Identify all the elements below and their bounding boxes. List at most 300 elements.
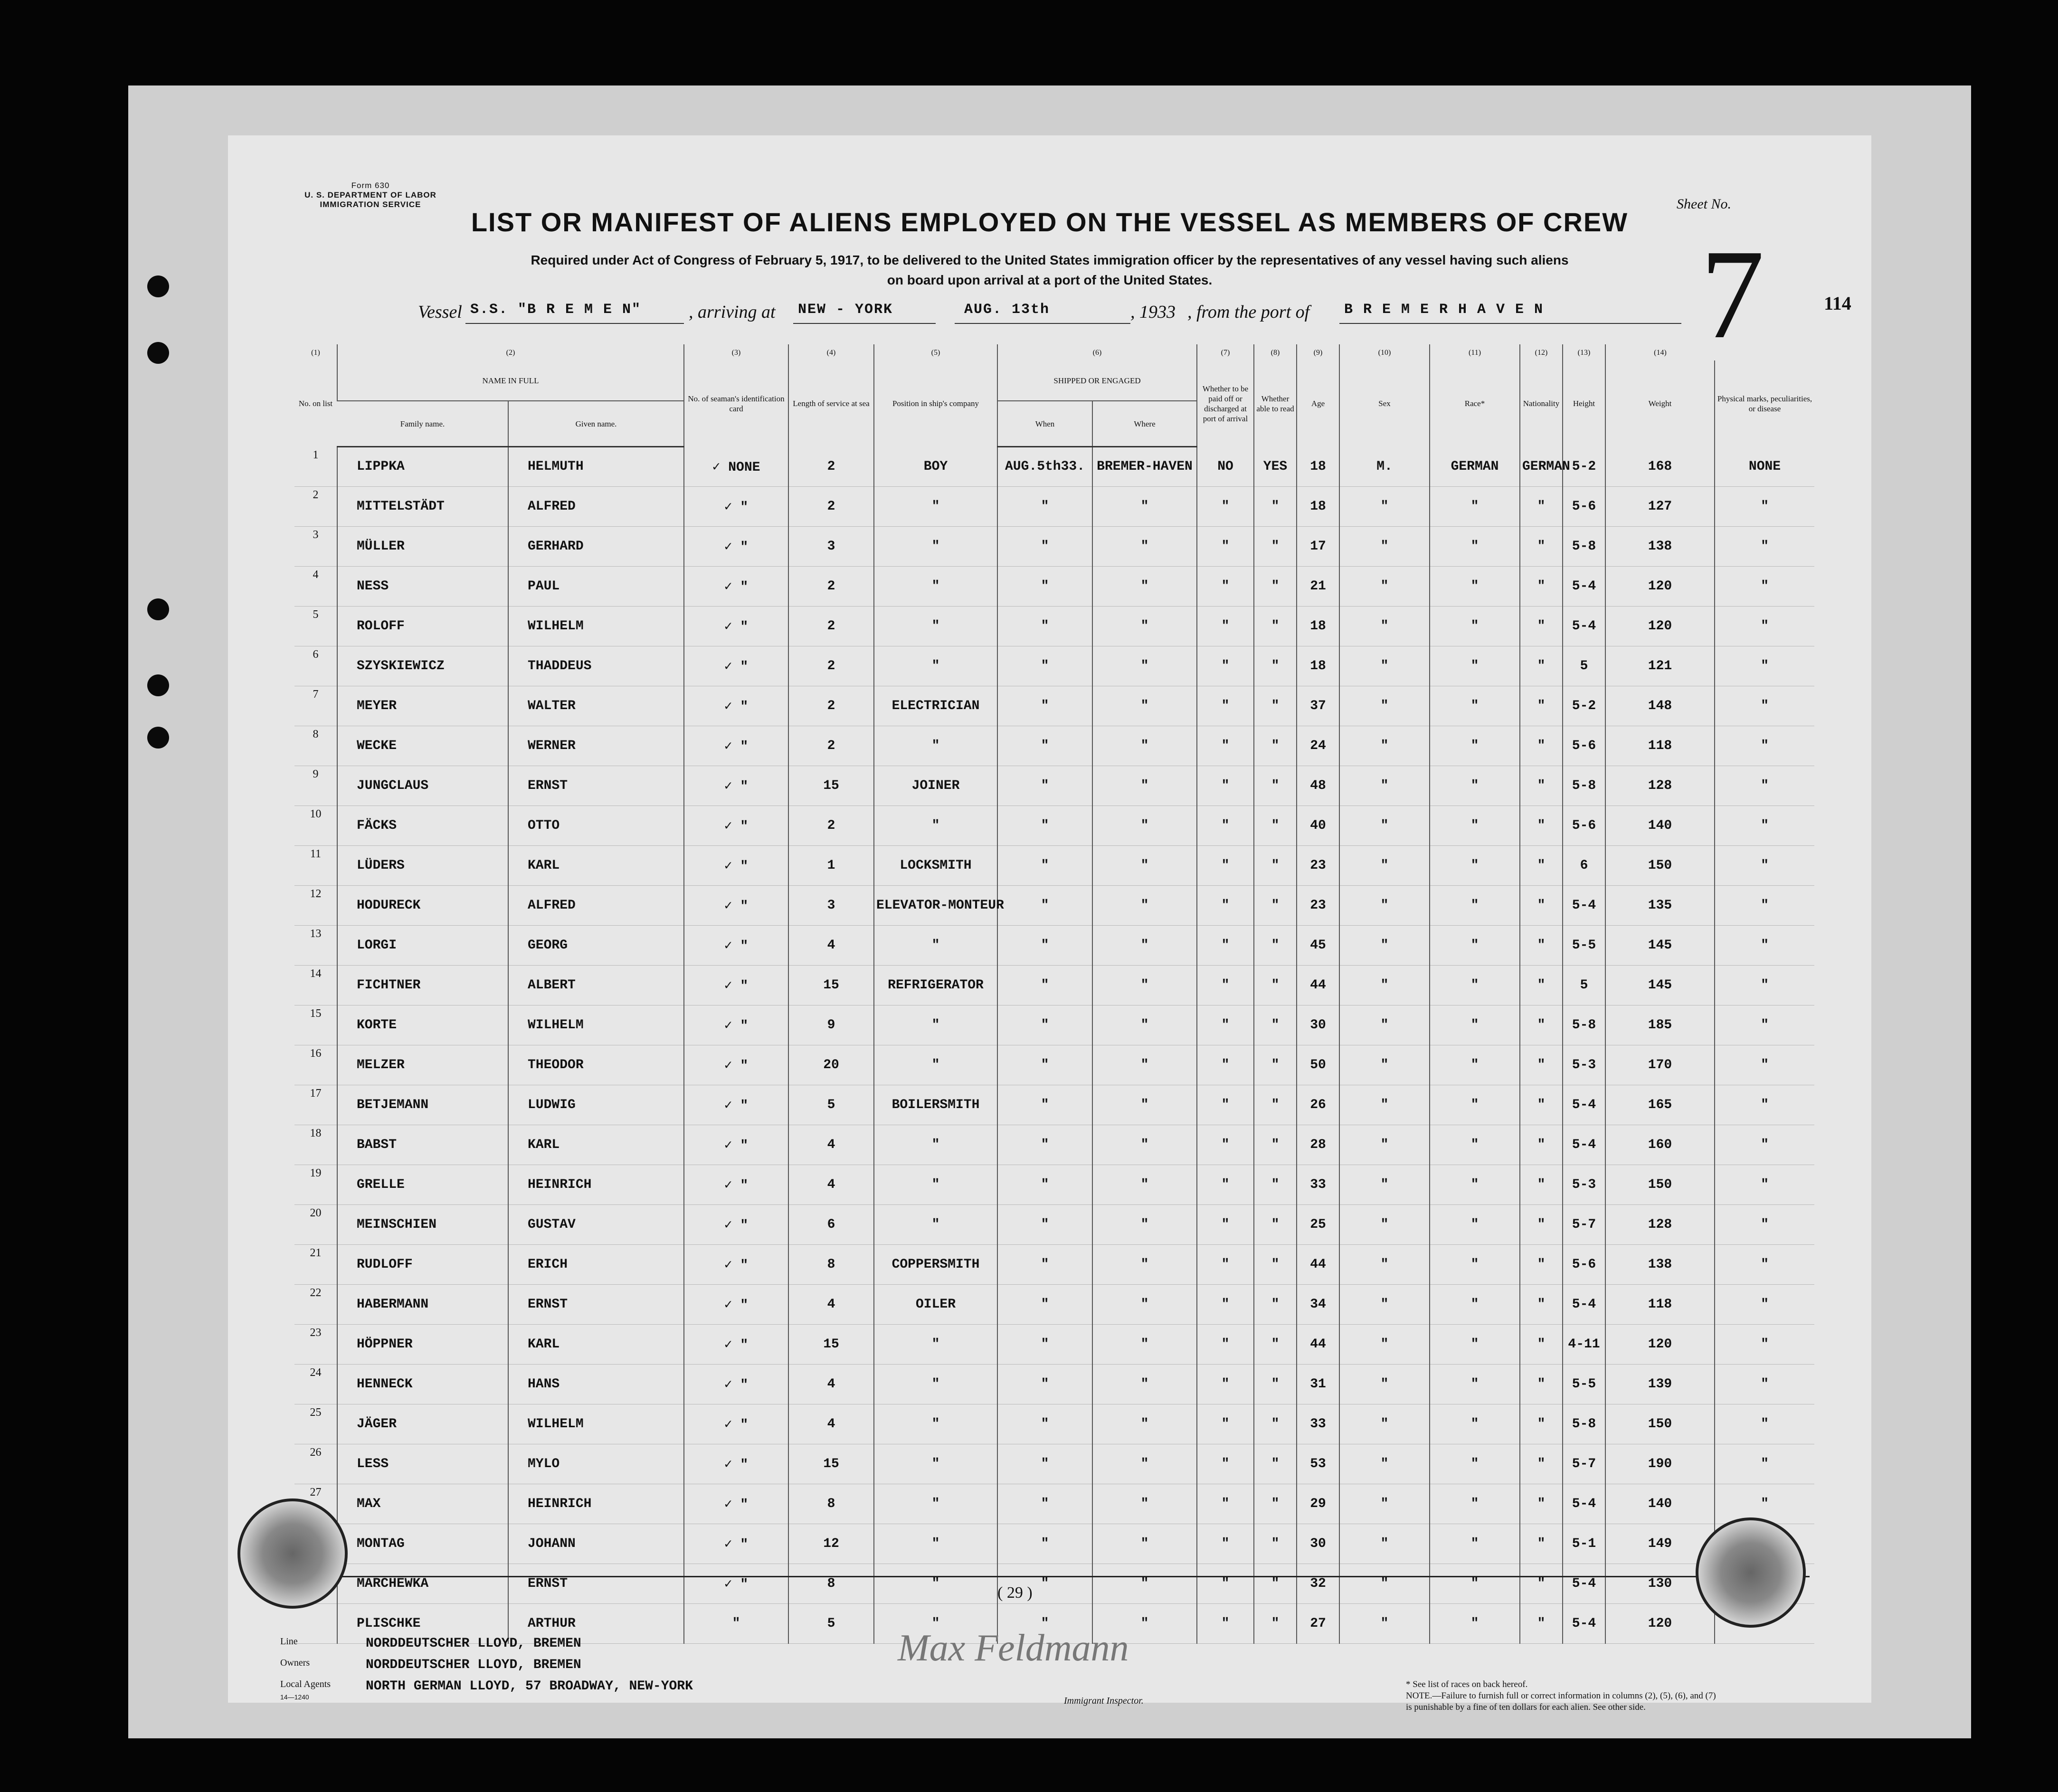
crew-table-body <box>294 447 1814 1644</box>
cell-marks: " <box>1715 686 1814 726</box>
cell-family: FÄCKS <box>337 806 508 845</box>
cell-no: 25 <box>294 1404 337 1444</box>
owners-value: NORDDEUTSCHER LLOYD, BREMEN <box>366 1658 581 1672</box>
cell-card: ✓ " <box>684 686 788 726</box>
cell-age: 34 <box>1297 1284 1339 1324</box>
table-row <box>294 845 1814 885</box>
cell-paid: " <box>1197 1085 1254 1125</box>
col-nationality: Nationality <box>1520 360 1563 447</box>
cell-given: GEORG <box>508 925 684 965</box>
cell-service: 15 <box>788 1444 874 1484</box>
cell-no: 14 <box>294 965 337 1005</box>
cell-card: ✓ " <box>684 726 788 766</box>
cell-where: BREMER-HAVEN <box>1092 447 1197 487</box>
cell-position: " <box>874 1603 997 1643</box>
cell-given: OTTO <box>508 806 684 845</box>
cell-nat: " <box>1520 646 1563 686</box>
cell-no: 17 <box>294 1085 337 1125</box>
form-code: 14—1240 <box>280 1693 309 1701</box>
cell-weight: 190 <box>1605 1444 1715 1484</box>
consulate-seal-right <box>1696 1517 1806 1628</box>
cell-where: " <box>1092 1404 1197 1444</box>
cell-height: 5 <box>1563 965 1605 1005</box>
cell-when: " <box>997 526 1092 566</box>
cell-nat: " <box>1520 686 1563 726</box>
cell-sex: " <box>1339 1204 1430 1244</box>
cell-family: JÄGER <box>337 1404 508 1444</box>
cell-nat: GERMAN <box>1520 447 1563 487</box>
col-no-on-list: No. on list <box>298 399 333 408</box>
col-age: Age <box>1297 360 1339 447</box>
cell-nat: " <box>1520 1603 1563 1643</box>
cell-family: MONTAG <box>337 1524 508 1564</box>
cell-weight: 118 <box>1605 726 1715 766</box>
cell-when: " <box>997 1284 1092 1324</box>
cell-marks: " <box>1715 726 1814 766</box>
cell-marks: " <box>1715 1165 1814 1204</box>
cell-read: " <box>1254 1524 1297 1564</box>
cell-where: " <box>1092 1085 1197 1125</box>
cell-card: ✓ " <box>684 1125 788 1165</box>
cell-given: ALBERT <box>508 965 684 1005</box>
cell-family: GRELLE <box>337 1165 508 1204</box>
cell-when: " <box>997 766 1092 806</box>
cell-no: 26 <box>294 1444 337 1484</box>
cell-family: NESS <box>337 566 508 606</box>
cell-nat: " <box>1520 1404 1563 1444</box>
cell-where: " <box>1092 925 1197 965</box>
agents-label: Local Agents <box>280 1679 331 1689</box>
cell-when: " <box>997 1603 1092 1643</box>
cell-when: " <box>997 726 1092 766</box>
cell-card: ✓ " <box>684 526 788 566</box>
cell-family: MAX <box>337 1484 508 1524</box>
cell-height: 5-3 <box>1563 1045 1605 1085</box>
cell-age: 53 <box>1297 1444 1339 1484</box>
cell-sex: " <box>1339 1324 1430 1364</box>
cell-marks: " <box>1715 606 1814 646</box>
col-num-5: (5) <box>874 344 997 360</box>
table-row <box>294 1085 1814 1125</box>
table-row <box>294 447 1814 487</box>
column-number-row <box>294 344 1814 360</box>
cell-marks: " <box>1715 526 1814 566</box>
cell-marks: " <box>1715 1204 1814 1244</box>
cell-when: " <box>997 1444 1092 1484</box>
cell-sex: " <box>1339 686 1430 726</box>
form-number: Form 630 <box>351 181 390 190</box>
cell-given: PAUL <box>508 566 684 606</box>
cell-when: " <box>997 1364 1092 1404</box>
cell-marks: " <box>1715 925 1814 965</box>
cell-nat: " <box>1520 766 1563 806</box>
cell-weight: 127 <box>1605 486 1715 526</box>
col-num-12: (12) <box>1520 344 1563 360</box>
cell-weight: 120 <box>1605 1603 1715 1643</box>
cell-when: " <box>997 925 1092 965</box>
departure-port: B R E M E R H A V E N <box>1344 302 1544 318</box>
cell-nat: " <box>1520 885 1563 925</box>
col-paid-off: Whether to be paid off or discharged at port of arrival <box>1197 360 1254 447</box>
cell-race: " <box>1430 885 1520 925</box>
cell-card: ✓ " <box>684 486 788 526</box>
col-length-service: Length of service at sea <box>788 360 874 447</box>
cell-no: 21 <box>294 1244 337 1284</box>
cell-given: HEINRICH <box>508 1165 684 1204</box>
binder-hole <box>147 342 169 364</box>
cell-given: HANS <box>508 1364 684 1404</box>
cell-position: ELEVATOR-MONTEUR <box>874 885 997 925</box>
cell-paid: " <box>1197 766 1254 806</box>
cell-sex: " <box>1339 606 1430 646</box>
form-header <box>285 181 456 209</box>
cell-service: 12 <box>788 1524 874 1564</box>
cell-given: KARL <box>508 1125 684 1165</box>
cell-where: " <box>1092 806 1197 845</box>
cell-race: " <box>1430 1005 1520 1045</box>
cell-paid: " <box>1197 885 1254 925</box>
cell-marks: " <box>1715 806 1814 845</box>
cell-weight: 170 <box>1605 1045 1715 1085</box>
cell-height: 5-2 <box>1563 686 1605 726</box>
cell-race: " <box>1430 1244 1520 1284</box>
cell-sex: " <box>1339 726 1430 766</box>
agents-value: NORTH GERMAN LLOYD, 57 BROADWAY, NEW-YORK <box>366 1679 693 1694</box>
cell-position: " <box>874 646 997 686</box>
cell-family: MARCHEWKA <box>337 1564 508 1603</box>
cell-weight: 138 <box>1605 1244 1715 1284</box>
cell-where: " <box>1092 1005 1197 1045</box>
cell-service: 15 <box>788 1324 874 1364</box>
cell-card: ✓ " <box>684 1484 788 1524</box>
cell-read: " <box>1254 1603 1297 1643</box>
cell-paid: " <box>1197 1444 1254 1484</box>
cell-where: " <box>1092 1165 1197 1204</box>
cell-weight: 160 <box>1605 1125 1715 1165</box>
cell-given: GERHARD <box>508 526 684 566</box>
cell-sex: " <box>1339 925 1430 965</box>
cell-nat: " <box>1520 486 1563 526</box>
cell-paid: " <box>1197 646 1254 686</box>
cell-no: 13 <box>294 925 337 965</box>
cell-paid: " <box>1197 1244 1254 1284</box>
cell-when: " <box>997 686 1092 726</box>
cell-race: " <box>1430 1085 1520 1125</box>
cell-when: " <box>997 1204 1092 1244</box>
cell-service: 3 <box>788 526 874 566</box>
cell-no: 6 <box>294 646 337 686</box>
cell-no: 8 <box>294 726 337 766</box>
cell-height: 5-6 <box>1563 726 1605 766</box>
cell-height: 5-4 <box>1563 1484 1605 1524</box>
cell-sex: " <box>1339 1125 1430 1165</box>
cell-sex: " <box>1339 1404 1430 1444</box>
cell-card: ✓ " <box>684 1404 788 1444</box>
cell-position: " <box>874 1404 997 1444</box>
binder-hole <box>147 275 169 297</box>
cell-where: " <box>1092 1603 1197 1643</box>
cell-position: " <box>874 1564 997 1603</box>
cell-given: THADDEUS <box>508 646 684 686</box>
cell-paid: " <box>1197 1045 1254 1085</box>
col-position: Position in ship's company <box>874 360 997 447</box>
cell-nat: " <box>1520 1085 1563 1125</box>
cell-service: 2 <box>788 806 874 845</box>
cell-given: WILHELM <box>508 606 684 646</box>
cell-no: 22 <box>294 1284 337 1324</box>
cell-read: YES <box>1254 447 1297 487</box>
cell-race: " <box>1430 1284 1520 1324</box>
cell-given: WERNER <box>508 726 684 766</box>
cell-height: 5-7 <box>1563 1444 1605 1484</box>
cell-position: BOY <box>874 447 997 487</box>
cell-marks: " <box>1715 1484 1814 1524</box>
cell-weight: 165 <box>1605 1085 1715 1125</box>
cell-card: ✓ " <box>684 1444 788 1484</box>
table-row <box>294 1244 1814 1284</box>
cell-nat: " <box>1520 925 1563 965</box>
cell-card: ✓ " <box>684 885 788 925</box>
cell-race: " <box>1430 566 1520 606</box>
cell-position: " <box>874 806 997 845</box>
cell-paid: " <box>1197 1005 1254 1045</box>
cell-height: 5-8 <box>1563 526 1605 566</box>
cell-age: 37 <box>1297 686 1339 726</box>
cell-card: ✓ " <box>684 1364 788 1404</box>
cell-weight: 140 <box>1605 806 1715 845</box>
cell-weight: 120 <box>1605 566 1715 606</box>
cell-age: 27 <box>1297 1603 1339 1643</box>
cell-when: " <box>997 845 1092 885</box>
cell-when: " <box>997 606 1092 646</box>
cell-height: 5-4 <box>1563 885 1605 925</box>
cell-height: 5-1 <box>1563 1524 1605 1564</box>
vessel-name: S.S. "B R E M E N" <box>470 302 642 318</box>
table-row <box>294 1204 1814 1244</box>
cell-service: 8 <box>788 1244 874 1284</box>
cell-height: 5-2 <box>1563 447 1605 487</box>
cell-weight: 150 <box>1605 1165 1715 1204</box>
cell-card: ✓ " <box>684 566 788 606</box>
cell-height: 4-11 <box>1563 1324 1605 1364</box>
arrival-year: , 1933 <box>1130 302 1176 322</box>
cell-paid: " <box>1197 1284 1254 1324</box>
col-family-name: Family name. <box>337 401 508 447</box>
cell-service: 5 <box>788 1603 874 1643</box>
col-race: Race* <box>1430 360 1520 447</box>
cell-where: " <box>1092 885 1197 925</box>
cell-paid: " <box>1197 1524 1254 1564</box>
cell-service: 2 <box>788 726 874 766</box>
cell-position: COPPERSMITH <box>874 1244 997 1284</box>
table-row <box>294 1165 1814 1204</box>
vessel-underline <box>465 323 684 324</box>
cell-age: 26 <box>1297 1085 1339 1125</box>
cell-sex: " <box>1339 1444 1430 1484</box>
cell-position: " <box>874 1444 997 1484</box>
cell-marks: " <box>1715 486 1814 526</box>
cell-service: 6 <box>788 1204 874 1244</box>
cell-nat: " <box>1520 1244 1563 1284</box>
cell-no: 12 <box>294 885 337 925</box>
cell-given: ARTHUR <box>508 1603 684 1643</box>
cell-race: " <box>1430 1603 1520 1643</box>
col-sex: Sex <box>1339 360 1430 447</box>
cell-age: 17 <box>1297 526 1339 566</box>
arrival-underline <box>793 323 936 324</box>
cell-card: " <box>684 1603 788 1643</box>
cell-sex: " <box>1339 1484 1430 1524</box>
cell-nat: " <box>1520 1005 1563 1045</box>
cell-age: 30 <box>1297 1524 1339 1564</box>
note-races: * See list of races on back hereof. <box>1406 1679 1528 1689</box>
col-num-7: (7) <box>1197 344 1254 360</box>
cell-age: 31 <box>1297 1364 1339 1404</box>
cell-family: MEYER <box>337 686 508 726</box>
cell-card: ✓ " <box>684 1244 788 1284</box>
cell-where: " <box>1092 686 1197 726</box>
cell-marks: " <box>1715 1085 1814 1125</box>
cell-read: " <box>1254 686 1297 726</box>
cell-service: 9 <box>788 1005 874 1045</box>
cell-where: " <box>1092 965 1197 1005</box>
cell-nat: " <box>1520 526 1563 566</box>
cell-paid: " <box>1197 1484 1254 1524</box>
cell-marks: " <box>1715 1444 1814 1484</box>
cell-family: MITTELSTÄDT <box>337 486 508 526</box>
cell-service: 4 <box>788 1165 874 1204</box>
cell-nat: " <box>1520 606 1563 646</box>
binder-hole <box>147 598 169 620</box>
cell-read: " <box>1254 1244 1297 1284</box>
cell-read: " <box>1254 1284 1297 1324</box>
cell-no: 15 <box>294 1005 337 1045</box>
cell-race: " <box>1430 1204 1520 1244</box>
cell-marks: " <box>1715 1005 1814 1045</box>
cell-height: 5-8 <box>1563 766 1605 806</box>
cell-height: 5-6 <box>1563 486 1605 526</box>
cell-paid: " <box>1197 1324 1254 1364</box>
cell-family: HODURECK <box>337 885 508 925</box>
cell-paid: " <box>1197 606 1254 646</box>
cell-age: 18 <box>1297 606 1339 646</box>
col-physical: Physical marks, peculiarities, or disease <box>1715 360 1814 447</box>
table-row <box>294 1364 1814 1404</box>
table-row <box>294 925 1814 965</box>
cell-height: 5-3 <box>1563 1165 1605 1204</box>
col-num-10: (10) <box>1339 344 1430 360</box>
cell-race: " <box>1430 1484 1520 1524</box>
cell-no: 11 <box>294 845 337 885</box>
cell-position: " <box>874 486 997 526</box>
cell-family: MÜLLER <box>337 526 508 566</box>
cell-where: " <box>1092 486 1197 526</box>
cell-read: " <box>1254 965 1297 1005</box>
cell-sex: " <box>1339 766 1430 806</box>
cell-given: GUSTAV <box>508 1204 684 1244</box>
cell-sex: " <box>1339 486 1430 526</box>
cell-no: 9 <box>294 766 337 806</box>
cell-when: " <box>997 1404 1092 1444</box>
cell-height: 5-4 <box>1563 1125 1605 1165</box>
cell-paid: " <box>1197 686 1254 726</box>
cell-read: " <box>1254 566 1297 606</box>
cell-height: 5-4 <box>1563 566 1605 606</box>
cell-card: ✓ " <box>684 1045 788 1085</box>
cell-family: ROLOFF <box>337 606 508 646</box>
col-num-3: (3) <box>684 344 788 360</box>
cell-family: FICHTNER <box>337 965 508 1005</box>
cell-age: 44 <box>1297 1324 1339 1364</box>
cell-age: 45 <box>1297 925 1339 965</box>
cell-age: 18 <box>1297 486 1339 526</box>
cell-marks: " <box>1715 845 1814 885</box>
col-num-13: (13) <box>1563 344 1605 360</box>
cell-where: " <box>1092 1524 1197 1564</box>
cell-position: " <box>874 1324 997 1364</box>
cell-weight: 185 <box>1605 1005 1715 1045</box>
cell-nat: " <box>1520 1444 1563 1484</box>
cell-age: 24 <box>1297 726 1339 766</box>
cell-read: " <box>1254 1484 1297 1524</box>
cell-when: AUG.5th33. <box>997 447 1092 487</box>
cell-weight: 139 <box>1605 1364 1715 1404</box>
col-given-name: Given name. <box>508 401 684 447</box>
cell-age: 30 <box>1297 1005 1339 1045</box>
cell-paid: " <box>1197 566 1254 606</box>
cell-paid: " <box>1197 526 1254 566</box>
note-failure: NOTE.—Failure to furnish full or correct information in columns (2), (5), (6), and (7) <box>1406 1691 1716 1701</box>
cell-no: 27 <box>294 1484 337 1524</box>
cell-height: 5-8 <box>1563 1404 1605 1444</box>
cell-position: " <box>874 1005 997 1045</box>
table-row <box>294 965 1814 1005</box>
cell-read: " <box>1254 1085 1297 1125</box>
cell-sex: " <box>1339 965 1430 1005</box>
cell-service: 2 <box>788 686 874 726</box>
cell-family: LIPPKA <box>337 447 508 487</box>
cell-race: " <box>1430 806 1520 845</box>
cell-position: " <box>874 1364 997 1404</box>
cell-given: WALTER <box>508 686 684 726</box>
sheet-number-label: Sheet No. <box>1677 196 1731 212</box>
cell-weight: 150 <box>1605 845 1715 885</box>
cell-age: 33 <box>1297 1404 1339 1444</box>
cell-nat: " <box>1520 1524 1563 1564</box>
cell-no: 20 <box>294 1204 337 1244</box>
cell-card: ✓ " <box>684 766 788 806</box>
cell-service: 8 <box>788 1484 874 1524</box>
cell-where: " <box>1092 1045 1197 1085</box>
inspector-signature: Max Feldmann <box>898 1627 1129 1669</box>
cell-race: " <box>1430 1524 1520 1564</box>
cell-marks: " <box>1715 1404 1814 1444</box>
cell-given: HELMUTH <box>508 447 684 487</box>
cell-weight: 145 <box>1605 925 1715 965</box>
cell-given: ERNST <box>508 766 684 806</box>
cell-paid: " <box>1197 1603 1254 1643</box>
cell-sex: " <box>1339 1005 1430 1045</box>
total-count: ( 29 ) <box>997 1584 1033 1602</box>
binder-hole <box>147 674 169 696</box>
cell-age: 50 <box>1297 1045 1339 1085</box>
table-row <box>294 646 1814 686</box>
cell-read: " <box>1254 1204 1297 1244</box>
table-row <box>294 1444 1814 1484</box>
cell-race: GERMAN <box>1430 447 1520 487</box>
cell-height: 6 <box>1563 845 1605 885</box>
cell-age: 25 <box>1297 1204 1339 1244</box>
